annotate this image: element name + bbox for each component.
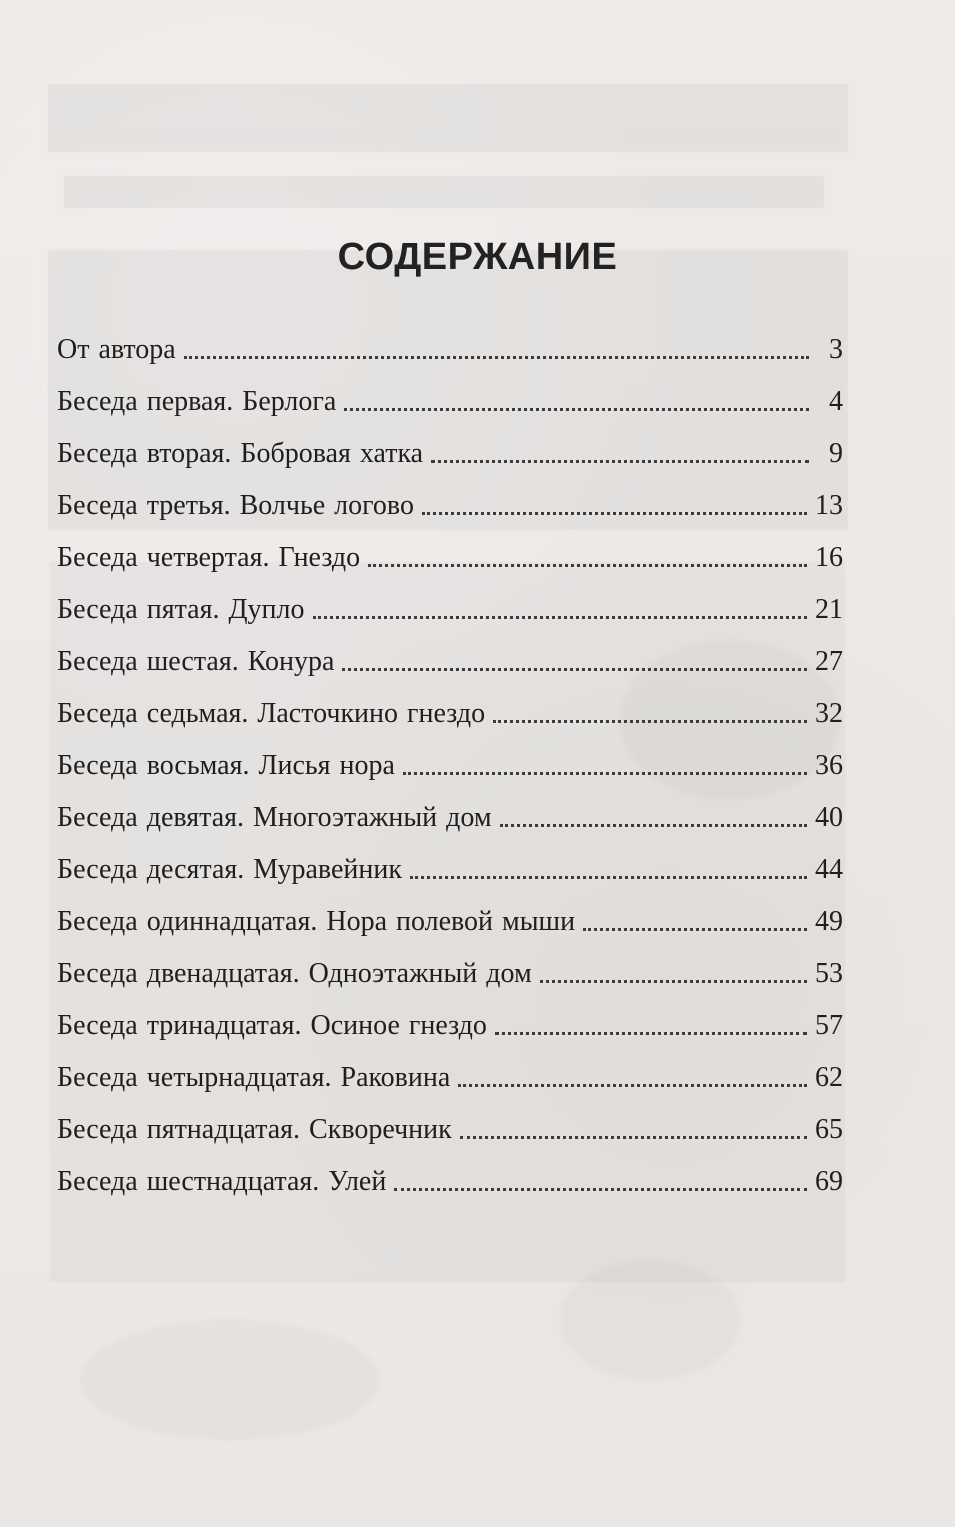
toc-page-number: 4 xyxy=(829,386,843,417)
toc-entry-label: Беседа тринадцатая. Осиное гнездо xyxy=(57,1010,487,1041)
toc-page-number: 40 xyxy=(815,802,843,833)
toc-page-number: 36 xyxy=(815,750,843,781)
toc-entry-label: Беседа пятая. Дупло xyxy=(57,594,305,625)
toc-leader-dots xyxy=(422,512,807,515)
toc-entry-label: Беседа пятнадцатая. Скворечник xyxy=(57,1114,452,1145)
toc-entry-label: Беседа седьмая. Ласточкино гнездо xyxy=(57,698,486,729)
toc-leader-dots xyxy=(458,1084,807,1087)
toc-page-number: 44 xyxy=(815,854,843,885)
toc-entry xyxy=(57,832,843,884)
toc-entry-label: Беседа четвертая. Гнездо xyxy=(57,542,361,573)
toc-page-number: 32 xyxy=(815,698,843,729)
toc-leader-dots xyxy=(493,720,807,723)
toc-entry xyxy=(57,624,843,676)
toc-page-number: 57 xyxy=(815,1010,843,1041)
toc-leader-dots xyxy=(500,824,807,827)
toc-entry-label: Беседа восьмая. Лисья нора xyxy=(57,750,395,781)
toc-entry xyxy=(57,416,843,468)
toc-entry xyxy=(57,728,843,780)
toc-leader-dots xyxy=(313,616,807,619)
paper-smudge xyxy=(560,1260,740,1380)
toc-page-number: 13 xyxy=(815,490,843,521)
toc-page-number: 65 xyxy=(815,1114,843,1145)
toc-entry-label: Беседа двенадцатая. Одноэтажный дом xyxy=(57,958,532,989)
toc-entry-label: Беседа первая. Берлога xyxy=(57,386,337,417)
toc-entry-label: Беседа шестая. Конура xyxy=(57,646,335,677)
toc-page-number: 3 xyxy=(829,334,843,365)
toc-leader-dots xyxy=(540,980,807,983)
toc-entry xyxy=(57,676,843,728)
paper-smudge xyxy=(80,1320,380,1440)
toc-entry xyxy=(57,780,843,832)
toc-leader-dots xyxy=(410,876,807,879)
toc-entry-label: Беседа шестнадцатая. Улей xyxy=(57,1166,387,1197)
toc-entry xyxy=(57,988,843,1040)
toc-leader-dots xyxy=(431,460,809,463)
toc-leader-dots xyxy=(368,564,807,567)
toc-entry-label: От автора xyxy=(57,334,176,365)
toc-page-number: 16 xyxy=(815,542,843,573)
toc-page-number: 9 xyxy=(829,438,843,469)
show-through-block xyxy=(48,84,848,152)
toc-leader-dots xyxy=(460,1136,807,1139)
toc-page-number: 62 xyxy=(815,1062,843,1093)
toc-entry xyxy=(57,936,843,988)
toc-page-number: 27 xyxy=(815,646,843,677)
toc-leader-dots xyxy=(342,668,807,671)
toc-entry xyxy=(57,1040,843,1092)
toc-page-number: 69 xyxy=(815,1166,843,1197)
toc-leader-dots xyxy=(495,1032,807,1035)
toc-entry xyxy=(57,1092,843,1144)
table-of-contents xyxy=(57,312,843,1196)
page-title: СОДЕРЖАНИЕ xyxy=(337,236,618,278)
toc-entry xyxy=(57,520,843,572)
toc-leader-dots xyxy=(344,408,809,411)
toc-entry-label: Беседа четырнадцатая. Раковина xyxy=(57,1062,451,1093)
toc-entry-label: Беседа девятая. Многоэтажный дом xyxy=(57,802,492,833)
show-through-block xyxy=(64,176,824,208)
toc-leader-dots xyxy=(394,1188,807,1191)
toc-page-number: 53 xyxy=(815,958,843,989)
toc-leader-dots xyxy=(583,928,807,931)
toc-entry xyxy=(57,364,843,416)
toc-leader-dots xyxy=(403,772,807,775)
toc-entry xyxy=(57,1144,843,1196)
toc-page-number: 49 xyxy=(815,906,843,937)
toc-entry-label: Беседа одиннадцатая. Нора полевой мыши xyxy=(57,906,576,937)
toc-entry xyxy=(57,572,843,624)
toc-entry-label: Беседа вторая. Бобровая хатка xyxy=(57,438,424,469)
toc-entry-label: Беседа третья. Волчье логово xyxy=(57,490,414,521)
toc-entry xyxy=(57,884,843,936)
toc-entry xyxy=(57,312,843,364)
toc-entry xyxy=(57,468,843,520)
toc-leader-dots xyxy=(184,356,809,359)
toc-page-number: 21 xyxy=(815,594,843,625)
toc-entry-label: Беседа десятая. Муравейник xyxy=(57,854,402,885)
